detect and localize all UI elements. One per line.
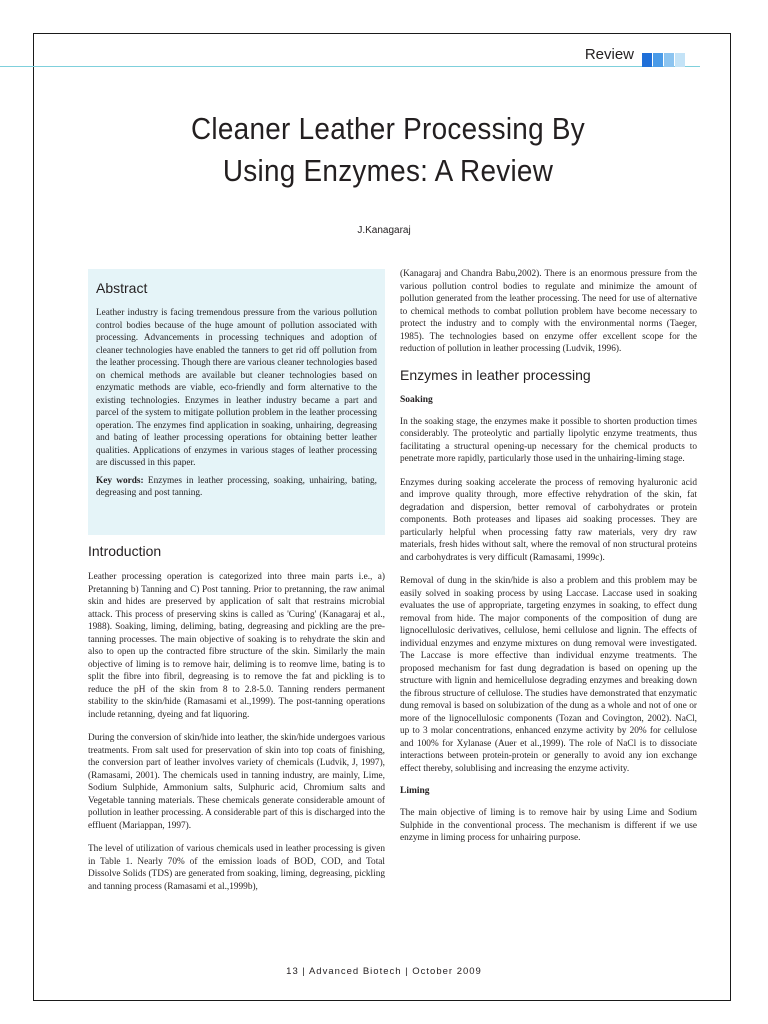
header-rule <box>0 66 700 67</box>
accent-square <box>675 53 685 67</box>
abstract-text: Leather industry is facing tremendous pressure from the various pollution control bodies because of the huge amount of pollution associated with processing. Advancements in processing techniques and adoption of cleaner technologies have enabled the tanners to get rid off pollution from the leather processing. Though there are various cleaner technologies based on chemical methods are available but cleaner technologies based on enzymatic methods are viable, eco-friendly and form alternative to the existing technologies. Enzymes in leather industry became a part and parcel of the system to mitigate pollution problem in the leather processing operation. The enzymes find application in soaking, unhairing, degreasing and bating of leather processing operations for obtaining better leather qualities. Applications of enzymes in various stages of leather processing are discussed in this paper. <box>96 308 377 468</box>
header-accent-squares <box>642 53 686 67</box>
introduction-paragraph: During the conversion of skin/hide into leather, the skin/hide undergoes various treatments. From salt used for preservation of skin into top coats of finishing, the conversion part of leather involves variety of chemicals (Ludvik, J, 1997), (Ramasami, 2001). The chemicals used in tanning industry, are mainly, Lime, Sodium Sulphide, Ammonium salts, Sulphuric acid, Chromium salts and Vegetable tanning materials. These chemicals generate considerable amount of pollution in leather processing. A considerable part of this is discharged into the effluent (Mariappan, 1997). <box>88 733 385 831</box>
author: J.Kanagaraj <box>357 225 411 236</box>
continued-paragraph: (Kanagaraj and Chandra Babu,2002). There is an enormous pressure from the various pollution control bodies to regulate and minimize the amount of pollution generated from the leather processing. The need for use of alternative to chemical methods to combat pollution problem have become necessary to protect the industry and to comply with the environmental norms (Taeger, 1985). The technologies based on enzyme offer excellent scope for the reduction of pollution in leather processing (Ludvik, 1996). <box>400 269 697 354</box>
keywords <box>96 475 377 500</box>
keywords-text: Enzymes in leather processing, soaking, unhairing, bating, degreasing and post tanning. <box>96 475 377 498</box>
liming-paragraph: The main objective of liming is to remove hair by using Lime and Sodium Sulphide in the conventional process. The mechanism is different if we use enzyme in liming process for unhairing purpose. <box>400 808 697 843</box>
soaking-paragraph: Removal of dung in the skin/hide is also a problem and this problem may be easily solved in soaking process by using Laccase. Laccase used in soaking evaluates the use of appropriate, targeting enzymes in soaking, to effect dung removal from hide. The major components of the composition of dung are lignocellulosic derivatives, cellulose, hemi cellulose and lignin. The effects of individual enzymes and enzyme mixtures on dung removal were investigated. The Laccase is more effective than individual enzyme treatments. The proposed mechanism for fast dung degradation is based on opening up the structure with lignin and hemicellulose degrading enzymes and breaking down the fibrous structure of cellulose. The studies have demonstrated that enzymatic dung removal is based on solubization of the dung as a whole and not of one or more of the lignocellulosic components (Tozan and Covington, 2002). NaCl, up to 3 molar concentrations, enhanced enzyme activity by 20% for cellulose and 100% for Xylanase (Auer et al.,1999). The role of NaCl is to dissociate interactions between protein-protein or generally to avoid any ion exchange effect thereby, solublising and increasing the enzyme activity. <box>400 576 697 774</box>
soaking-paragraph: Enzymes during soaking accelerate the process of removing hyaluronic acid and improve quality through, more effective rehydration of the skin, fat degradation and dispersion, better removal of carbohydrates or protein components. Both proteases and lipases aid soaking processes. They are particularly helpful when processing fatty raw materials, very dry raw materials, fresh hides without salt, where the removal of non structural proteins and carbohydrates is very difficult (Ramasami, 1999c). <box>400 477 697 563</box>
section-label: Review <box>584 46 634 63</box>
liming-subheading: Liming <box>400 786 430 796</box>
accent-square <box>653 53 663 67</box>
accent-square <box>664 53 674 67</box>
introduction-paragraph: Leather processing operation is categorized into three main parts i.e., a) Pretanning b) Tanning and C) Post tanning. Prior to pretanning, the raw animal skin and hides are preserved by application of salt that restrains microbial attack. This process of preserving skins is called as 'Curing' (Kanagaraj et al., 1988). Soaking, liming, deliming, bating, degreasing and pickling are the pre-tanning processes. The main objective of soaking is to rehydrate the skin and also to open up the contracted fibre structure of the skin. Similarly the main objective of liming is to remove hair, deliming is to reomve lime, bating is to split the fibre into fibril, degreasing is to remove the fat and pickling is to reduce the pH of the skin from 8 to 2.8-5.0. Tanning renders permanent stability to the skin/hide (Ramasami et al.,1999). The post-tanning operations include retanning, dyeing and fat liquoring. <box>88 572 385 720</box>
introduction-heading: Introduction <box>88 543 162 559</box>
right-column <box>400 268 697 856</box>
enzymes-heading: Enzymes in leather processing <box>400 366 591 383</box>
accent-square <box>642 53 652 67</box>
introduction-paragraph: The level of utilization of various chemicals used in leather processing is given in Table 1. Nearly 70% of the emission loads of BOD, COD, and Total Dissolve Solids (TDS) are generated from soaking, liming, degreasing, pickling and tanning process (Ramasami et al.,1999b), <box>88 844 385 892</box>
abstract-box <box>88 269 385 535</box>
title-line-2: Using Enzymes: A Review <box>222 153 554 188</box>
page-footer: 13 | Advanced Biotech | October 2009 <box>286 966 482 977</box>
keywords-label: Key words: <box>96 475 144 486</box>
abstract-heading: Abstract <box>96 280 148 296</box>
soaking-paragraph: In the soaking stage, the enzymes make it possible to shorten production times considerably. The proteolytic and partially lipolytic enzyme treatments, thus facilitating a structural opening-up necessary for the chemical products to penetrate more rapidly, particularly those used in the unhairing-liming stage. <box>400 416 697 464</box>
title-line-1: Cleaner Leather Processing By <box>190 111 585 146</box>
article-title <box>120 108 656 192</box>
soaking-subheading: Soaking <box>400 394 433 405</box>
left-column <box>88 543 385 904</box>
